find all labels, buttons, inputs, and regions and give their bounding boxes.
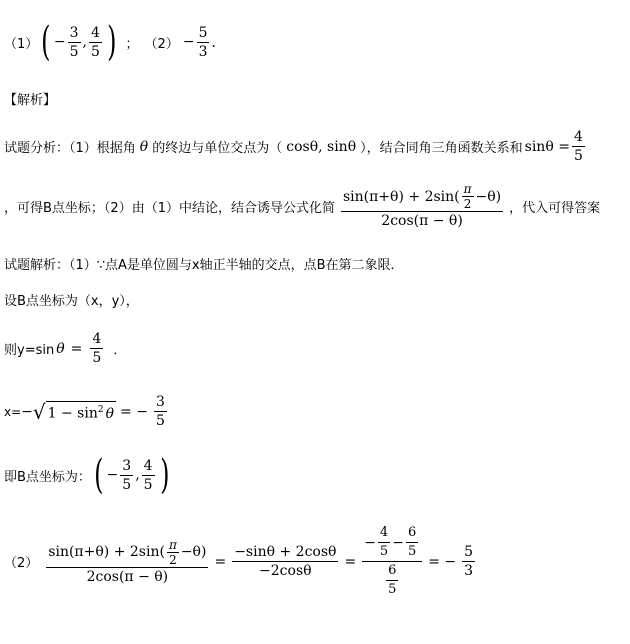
analysis-line-2: ，可得B点坐标；（2）由（1）中结论，结合诱导公式化简 sin(π+θ) + 2sin( $\frac{\pi}{2}$ −θ) 2cos(π − θ) ，代入可得答案 xyxy=(4,182,601,229)
right-paren: ) xyxy=(107,19,117,65)
b-y-fraction: $\frac{4}{5}$ xyxy=(143,457,153,493)
solution-line-3: 则y=sin θ = $\frac{4}{5}$ ． xyxy=(4,331,127,366)
answer-x-fraction: $\frac{3}{5}$ xyxy=(69,24,79,60)
answer-part2-fraction: $\frac{5}{3}$ xyxy=(198,24,208,60)
solution-line-4: x= − √ $1 - \sin^2 \theta$ = − $\frac{3}{5}$ xyxy=(4,394,165,429)
part2-result-fraction: $\frac{5}{3}$ xyxy=(464,544,474,579)
solution-line-2: 设B点坐标为（x，y）， xyxy=(4,294,139,309)
answer-part2-label: （2） xyxy=(144,36,179,52)
part2-fraction-2: $\frac{-\sin\theta + 2\cos\theta}{-2\cos\theta}$ xyxy=(234,544,337,579)
y-fraction: $\frac{4}{5}$ xyxy=(92,331,102,366)
simplify-fraction: sin(π+θ) + 2sin( $\frac{\pi}{2}$ −θ) 2cos(π − θ) xyxy=(342,182,502,229)
part2-fraction-1: sin(π+θ) + 2sin( $\frac{\pi}{2}$ −θ) 2cos(π − θ) xyxy=(48,537,207,585)
part2-fraction-3: − $\frac{4}{5}$ − $\frac{6}{5}$ $\frac{6}{5}$ xyxy=(362,524,422,599)
solution-line-5: 即B点坐标为： ( − $\frac{3}{5}$ , $\frac{4}{5}$ ) xyxy=(4,452,170,498)
sin-fraction: $\frac{4}{5}$ xyxy=(573,129,583,164)
analysis-line-1: 试题分析：（1）根据角 θ 的终边与单位交点为（ cosθ, sinθ ），结合同角三角函数关系和 sinθ = $\frac{4}{5}$ xyxy=(4,129,583,164)
solution-part2: （2） sin(π+θ) + 2sin( $\frac{\pi}{2}$ −θ) 2cos(π − θ) = $\frac{-\sin\theta + 2\cos\theta}{-2\cos\theta}$ = − $\frac{4}{5}$ − $\frac{6}{5}$ $\frac{6}{5}$ = − $\frac{5}{3}$ xyxy=(4,525,474,597)
x-fraction: $\frac{3}{5}$ xyxy=(155,394,165,429)
answer-part1-label: （1） xyxy=(4,36,39,52)
answer-y-fraction: $\frac{4}{5}$ xyxy=(91,24,100,60)
solution-line-1: 试题解析：（1）∵点A是单位圆与x轴正半轴的交点，点B在第二象限． xyxy=(4,258,404,273)
sqrt-expression: √ $1 - \sin^2 \theta$ xyxy=(32,399,115,424)
analysis-header: 【解析】 xyxy=(4,93,57,108)
b-x-fraction: $\frac{3}{5}$ xyxy=(122,457,132,493)
answer-line: （1） ( − $\frac{3}{5}$ , $\frac{4}{5}$ ) ； （2） − $\frac{5}{3}$ ． xyxy=(4,19,226,65)
answer-separator: ； xyxy=(125,36,139,52)
left-paren: ( xyxy=(41,19,51,65)
